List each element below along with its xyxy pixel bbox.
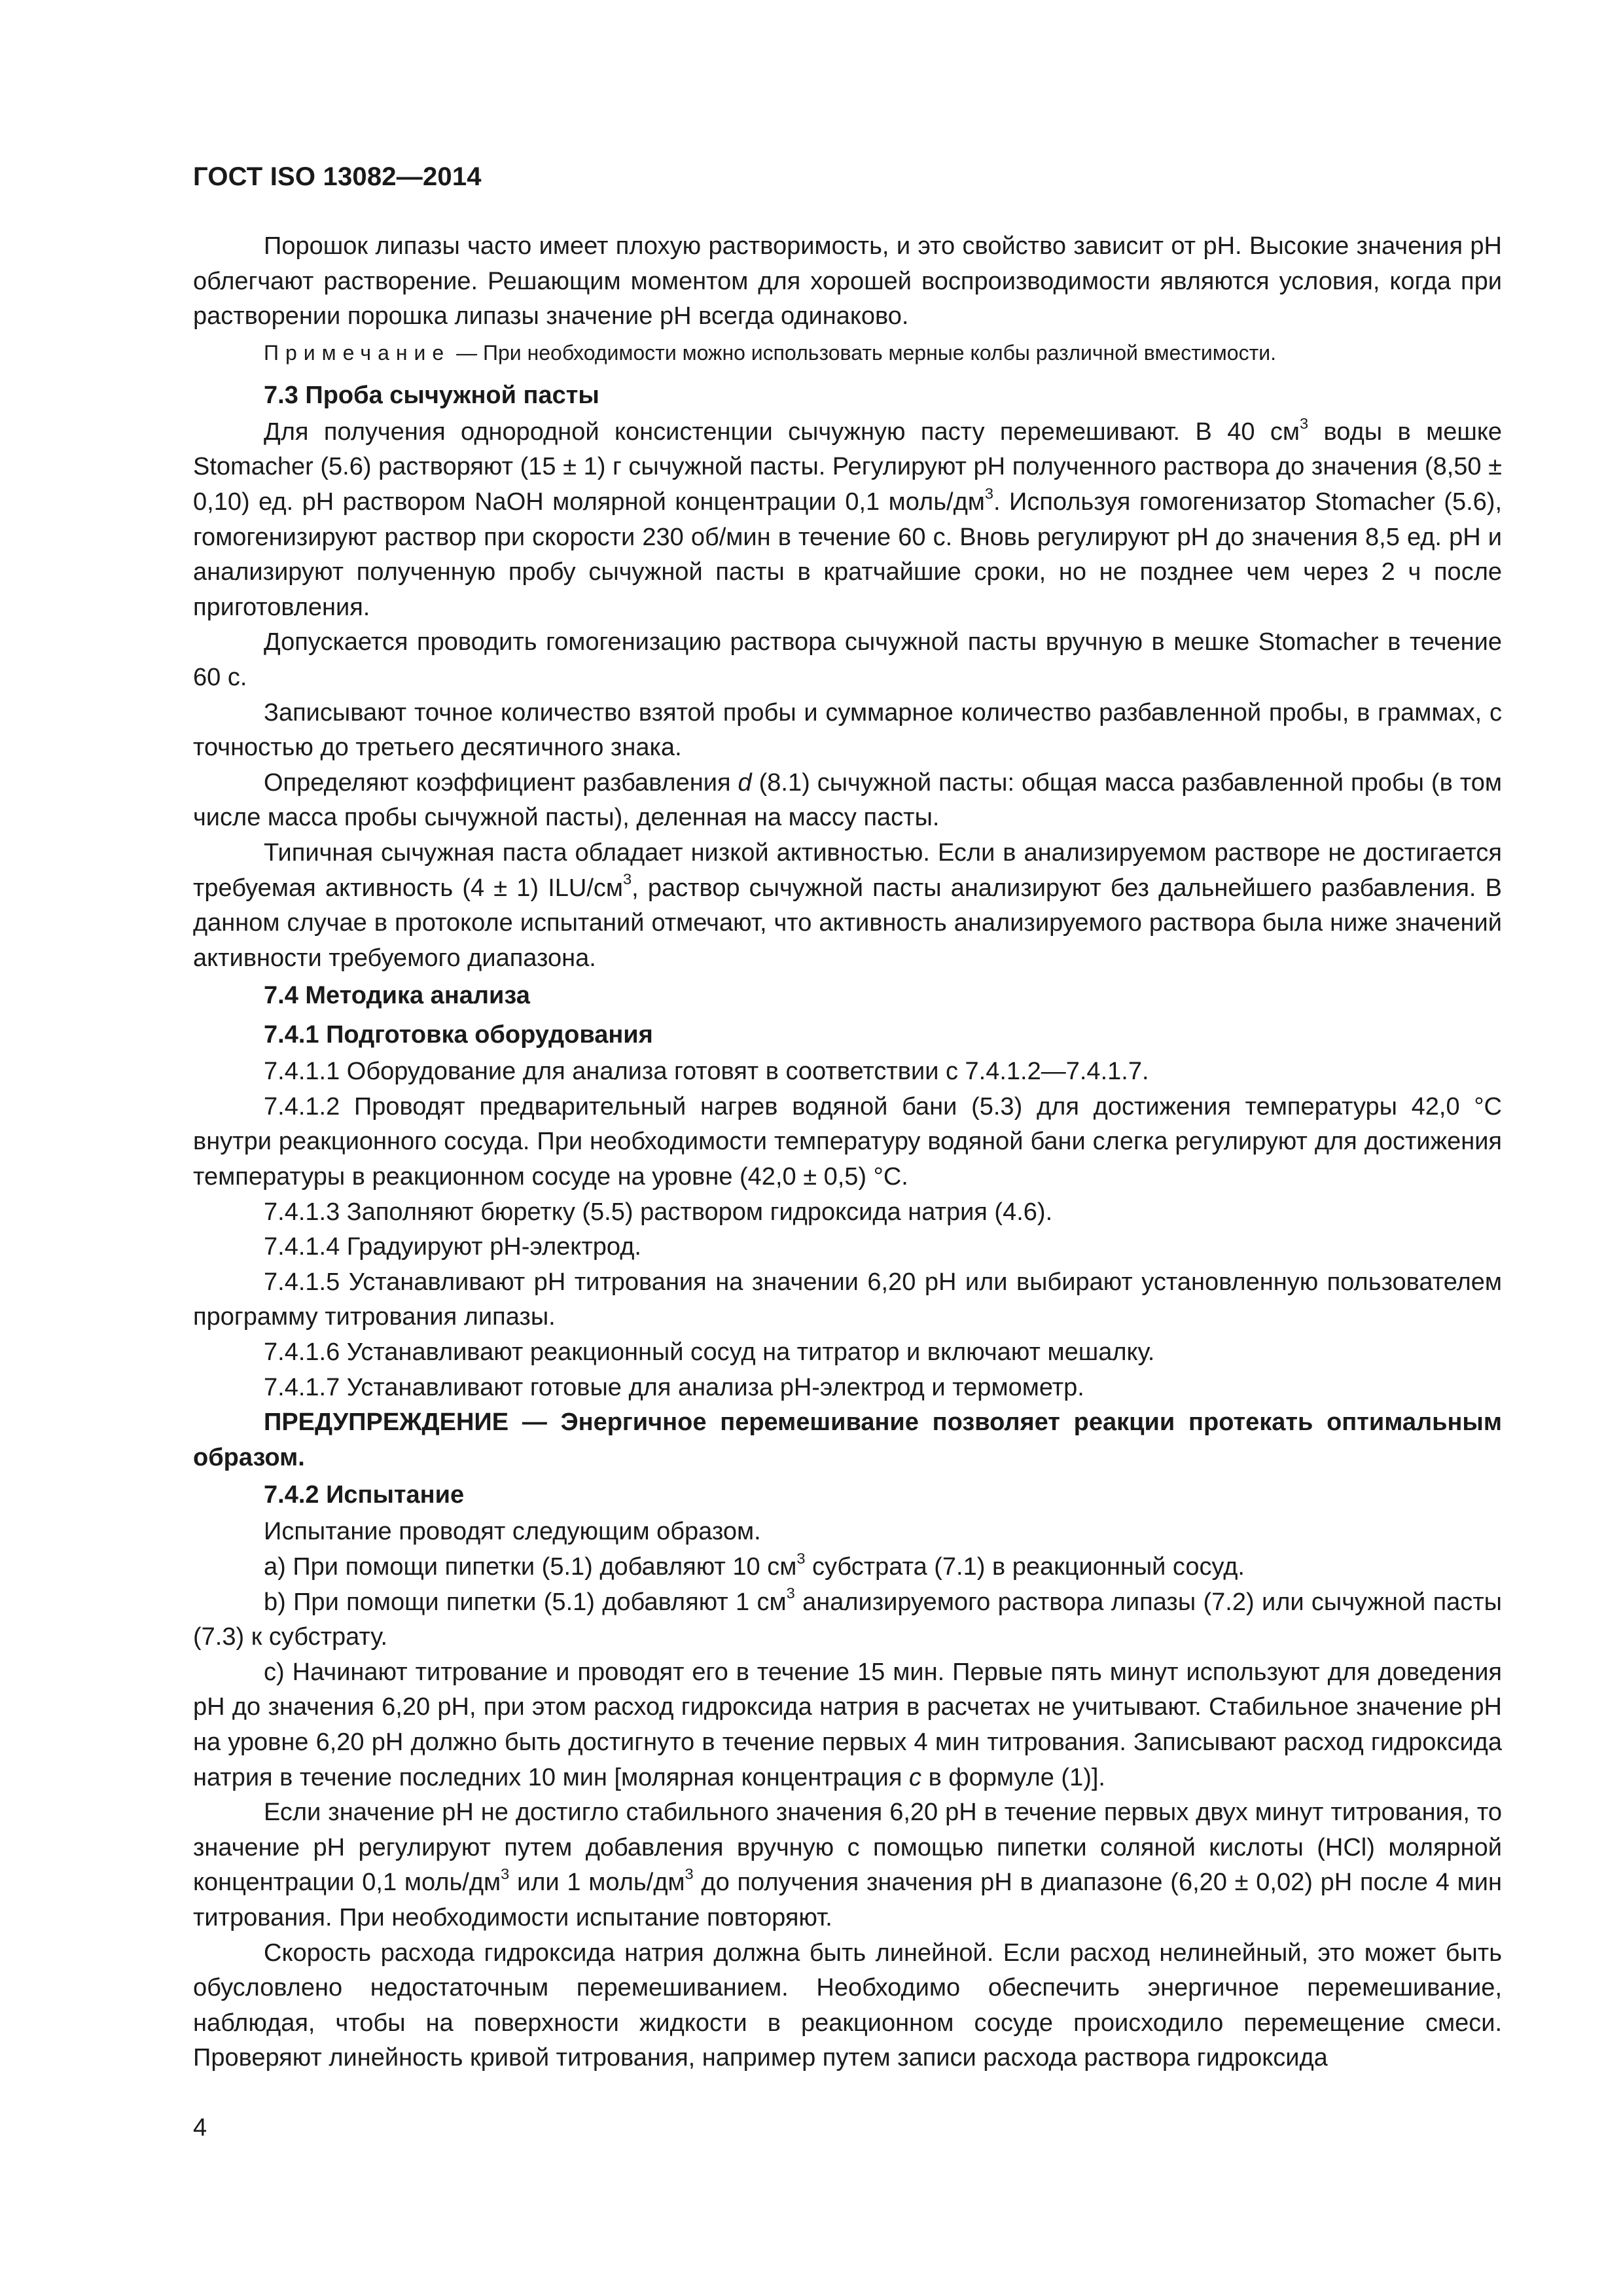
paragraph: Допускается проводить гомогенизацию раствора сычужной пасты вручную в мешке Stomacher в течение 60 с. xyxy=(193,628,1502,691)
list-item: 7.4.1.3 Заполняют бюретку (5.5) раствором гидроксида натрия (4.6). xyxy=(264,1198,1053,1226)
paragraph: Испытание проводят следующим образом. xyxy=(264,1518,761,1546)
section-heading-7-4-2: 7.4.2 Испытание xyxy=(264,1481,465,1509)
paragraph: Порошок липазы часто имеет плохую растворимость, и это свойство зависит от pH. Высокие значения pH облегчают растворение. Решающим моментом для хорошей воспроизводимости являются условия, когда при растворении порошка липазы значение pH всегда одинаково. xyxy=(193,232,1502,331)
paragraph xyxy=(193,1795,1502,1935)
list-item xyxy=(193,1550,1502,1585)
paragraph xyxy=(193,836,1502,976)
list-item: 7.4.1.1 Оборудование для анализа готовят в соответствии с 7.4.1.2—7.4.1.7. xyxy=(264,1058,1149,1086)
superscript: 3 xyxy=(796,1549,806,1567)
text-run: . Используя гомогенизатор Stomacher (5.6), гомогенизируют раствор при скорости 230 об/мин в течение 60 с. Вновь регулируют pH до значения 8,5 ед. pH и анализируют полученную пробу сычужной пасты в кратчайшие сроки, но не позднее чем через 2 ч после приготовления. xyxy=(193,488,1502,621)
document-header: ГОСТ ISO 13082—2014 xyxy=(193,162,482,191)
text-run: субстрата (7.1) в реакционный сосуд. xyxy=(805,1553,1245,1581)
superscript: 3 xyxy=(984,484,993,502)
text-run: c) Начинают титрование и проводят его в течение 15 мин. Первые пять минут используют для доведения pH до значения 6,20 pH, при этом расход гидроксида натрия в расчетах не учитывают. Стабильное значение pH на уровне 6,20 pH должно быть достигнуто в течение первых 4 мин титрования. Записывают расход гидроксида натрия в течение последних 10 мин [молярная концентрация xyxy=(193,1658,1502,1791)
text-run: до получения значения pH в диапазоне (6,20 ± 0,02) pH после 4 мин титрования. При необходимости испытание повторяют. xyxy=(193,1869,1502,1931)
paragraph xyxy=(193,766,1502,836)
list-item: 7.4.1.6 Устанавливают реакционный сосуд на титратор и включают мешалку. xyxy=(264,1338,1155,1367)
text-run: Типичная сычужная паста обладает низкой активностью. Если в анализируемом растворе не достигается требуемая активность (4 ± 1) ILU/см xyxy=(193,838,1502,902)
list-item: 7.4.1.5 Устанавливают pH титрования на значении 6,20 pH или выбирают установленную пользователем программу титрования липазы. xyxy=(193,1268,1502,1331)
text-run: b) При помощи пипетки (5.1) добавляют 1 см xyxy=(264,1588,787,1616)
text-run: , раствор сычужной пасты анализируют без дальнейшего разбавления. В данном случае в протоколе испытаний отмечают, что активность анализируемого раствора была ниже значений активности требуемого диапазона. xyxy=(193,874,1502,972)
text-run: или 1 моль/дм xyxy=(509,1869,685,1897)
note-text: — При необходимости можно использовать мерные колбы различной вместимости. xyxy=(456,340,1276,365)
section-heading-7-4: 7.4 Методика анализа xyxy=(264,982,530,1010)
paragraph: Записывают точное количество взятой пробы и суммарное количество разбавленной пробы, в граммах, с точностью до третьего десятичного знака. xyxy=(193,698,1502,762)
paragraph: Скорость расхода гидроксида натрия должна быть линейной. Если расход нелинейный, это может быть обусловлено недостаточным перемешиванием. Необходимо обеспечить энергичное перемешивание, наблюдая, чтобы на поверхности жидкости в реакционном сосуде происходило перемещение смеси. Проверяют линейность кривой титрования, например путем записи расхода раствора гидроксида xyxy=(193,1939,1502,2072)
document-body xyxy=(193,229,1502,2076)
text-run: воды в мешке Stomacher (5.6) растворяют (15 ± 1) г сычужной пасты. Регулируют pH полученного раствора до значения (8,50 ± 0,10) ед. pH раствором NaOH молярной концентрации 0,1 моль/дм xyxy=(193,418,1502,516)
superscript: 3 xyxy=(685,1865,694,1883)
text-run: (8.1) сычужной пасты: общая масса разбавленной пробы (в том числе масса пробы сычужной пасты), деленная на массу пасты. xyxy=(193,768,1502,832)
superscript: 3 xyxy=(501,1865,510,1883)
note xyxy=(193,337,1502,369)
superscript: 3 xyxy=(623,870,632,888)
list-item: 7.4.1.2 Проводят предварительный нагрев водяной бани (5.3) для достижения температуры 42,0 °С внутри реакционного сосуда. При необходимости температуру водяной бани слегка регулируют для достижения температуры в реакционном сосуде на уровне (42,0 ± 0,5) °С. xyxy=(193,1092,1502,1191)
note-label: Примечание xyxy=(264,340,451,365)
variable: c xyxy=(909,1763,922,1791)
text-run: Определяют коэффициент разбавления xyxy=(264,768,738,797)
superscript: 3 xyxy=(1300,414,1309,432)
warning: ПРЕДУПРЕЖДЕНИЕ — Энергичное перемешивание позволяет реакции протекать оптимальным образом. xyxy=(193,1408,1502,1471)
section-heading-7-3: 7.3 Проба сычужной пасты xyxy=(264,381,599,409)
variable: d xyxy=(738,768,752,797)
list-item: 7.4.1.7 Устанавливают готовые для анализа pH-электрод и термометр. xyxy=(264,1373,1084,1401)
text-run: Для получения однородной консистенции сычужную пасту перемешивают. В 40 см xyxy=(264,418,1300,446)
text-run: в формуле (1)]. xyxy=(921,1763,1105,1791)
text-run: Если значение pH не достигло стабильного значения 6,20 pH в течение первых двух минут титрования, то значение pH регулируют путем добавления вручную с помощью пипетки соляной кислоты (HCl) молярной концентрации 0,1 моль/дм xyxy=(193,1799,1502,1897)
superscript: 3 xyxy=(786,1585,795,1602)
text-run: a) При помощи пипетки (5.1) добавляют 10 см xyxy=(264,1553,797,1581)
paragraph xyxy=(193,415,1502,626)
section-heading-7-4-1: 7.4.1 Подготовка оборудования xyxy=(264,1021,653,1049)
list-item xyxy=(193,1655,1502,1795)
text-run: анализируемого раствора липазы (7.2) или сычужной пасты (7.3) к субстрату. xyxy=(193,1588,1502,1651)
list-item: 7.4.1.4 Градуируют pH-электрод. xyxy=(264,1233,641,1261)
page-number: 4 xyxy=(193,2114,207,2142)
list-item xyxy=(193,1585,1502,1655)
